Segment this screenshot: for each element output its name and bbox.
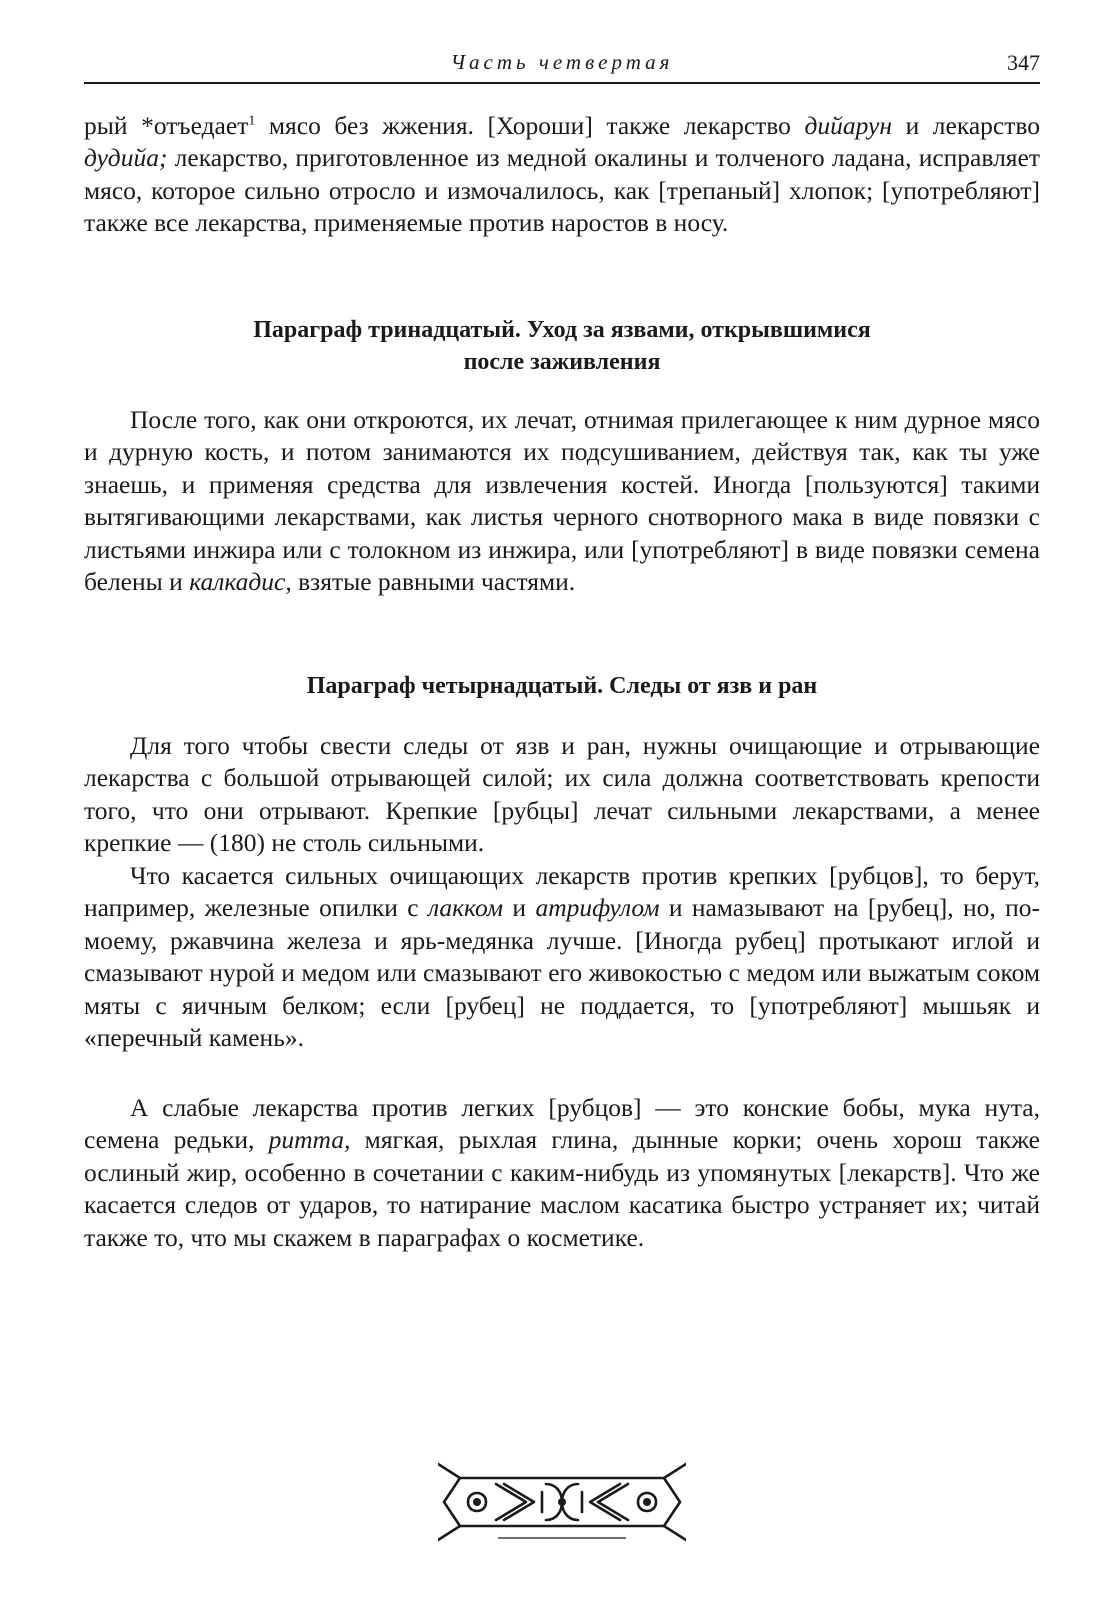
decorative-tailpiece-ornament-icon bbox=[438, 1454, 686, 1550]
drug-name: ритта, bbox=[268, 1125, 351, 1155]
section-13-paragraph bbox=[84, 404, 1040, 598]
text-span: мясо без жжения. [Хороши] также лекарство bbox=[255, 111, 805, 140]
heading-line: Параграф тринадцатый. Уход за язвами, открывшимися bbox=[253, 317, 871, 343]
text-span: и намазывают на [рубец], но, по-моему, ржавчина железа и ярь-медянка лучше. [Иногда рубец] протыкают иглой и смазывают нурой и медом или смазывают его живокостью с медом или выжатым соком мяты с яичным белком; если [рубец] не поддается, то [употребляют] мышьяк и «перечный камень». bbox=[84, 893, 1041, 1053]
section-14-heading: Параграф четырнадцатый. Следы от язв и ран bbox=[306, 673, 818, 699]
section-14-paragraph-1: Для того чтобы свести следы от язв и ран, нужны очищающие и отрывающие лекарства с большой отрывающей силой; их сила должна соответствовать крепости того, что они отрывают. Крепкие [рубцы] лечат сильными лекарствами, а менее крепкие — (180) не столь сильными. bbox=[84, 731, 1040, 858]
drug-name: дудийа; bbox=[84, 143, 168, 173]
heading-line: после заживления bbox=[463, 349, 661, 375]
drug-name: калкадис, bbox=[189, 567, 292, 597]
footnote-mark: 1 bbox=[248, 113, 256, 129]
running-head bbox=[84, 46, 1040, 84]
running-title: Часть четвертая bbox=[450, 50, 674, 74]
section-14-paragraph-2 bbox=[84, 860, 1040, 1054]
section-14-paragraph-3 bbox=[84, 1092, 1040, 1254]
text-span: А слабые лекарства против легких [рубцов] — это конские бобы, мука нута, семена редьки, bbox=[84, 1093, 1040, 1155]
text-span: рый *отъедает bbox=[84, 111, 249, 140]
drug-name: атрифулом bbox=[535, 893, 660, 923]
drug-name: лакком bbox=[427, 893, 504, 923]
drug-name: дийарун bbox=[804, 111, 893, 140]
text-span: взятые равными частями. bbox=[291, 567, 576, 597]
page-number: 347 bbox=[1007, 50, 1040, 75]
text-span: Что касается сильных очищающих лекарств против крепких [рубцов], то берут, например, железные опилки с bbox=[84, 861, 1040, 923]
section-13-heading bbox=[84, 314, 1040, 378]
text-span: и лекарство bbox=[892, 111, 1040, 140]
text-span: и bbox=[503, 893, 536, 923]
continuation-paragraph bbox=[84, 110, 1040, 240]
text-span: мягкая, рыхлая глина, дынные корки; очень хорош также ослиный жир, особенно в сочетании с каким-нибудь из упомянутых [лекарств]. Что же касается следов от ударов, то натирание маслом касатика быстро устраняет их; читай также то, что мы скажем в параграфах о косметике. bbox=[84, 1125, 1041, 1252]
text-span: лекарство, приготовленное из медной окалины и толченого ладана, исправляет мясо, которое сильно отросло и измочалилось, как [трепаный] хлопок; [употребляют] также все лекарства, применяемые против наростов в носу. bbox=[84, 143, 1040, 238]
text-span: После того, как они откроются, их лечат, отнимая прилегающее к ним дурное мясо и дурную кость, и потом занимаются их подсушиванием, действуя так, как ты уже знаешь, и применяя средства для извлечения костей. Иногда [пользуются] такими вытягивающими лекарствами, как листья черного снотворного мака в виде повязки с листьями инжира или с толокном из инжира, или [употребляют] в виде повязки семена белены и bbox=[84, 405, 1040, 597]
